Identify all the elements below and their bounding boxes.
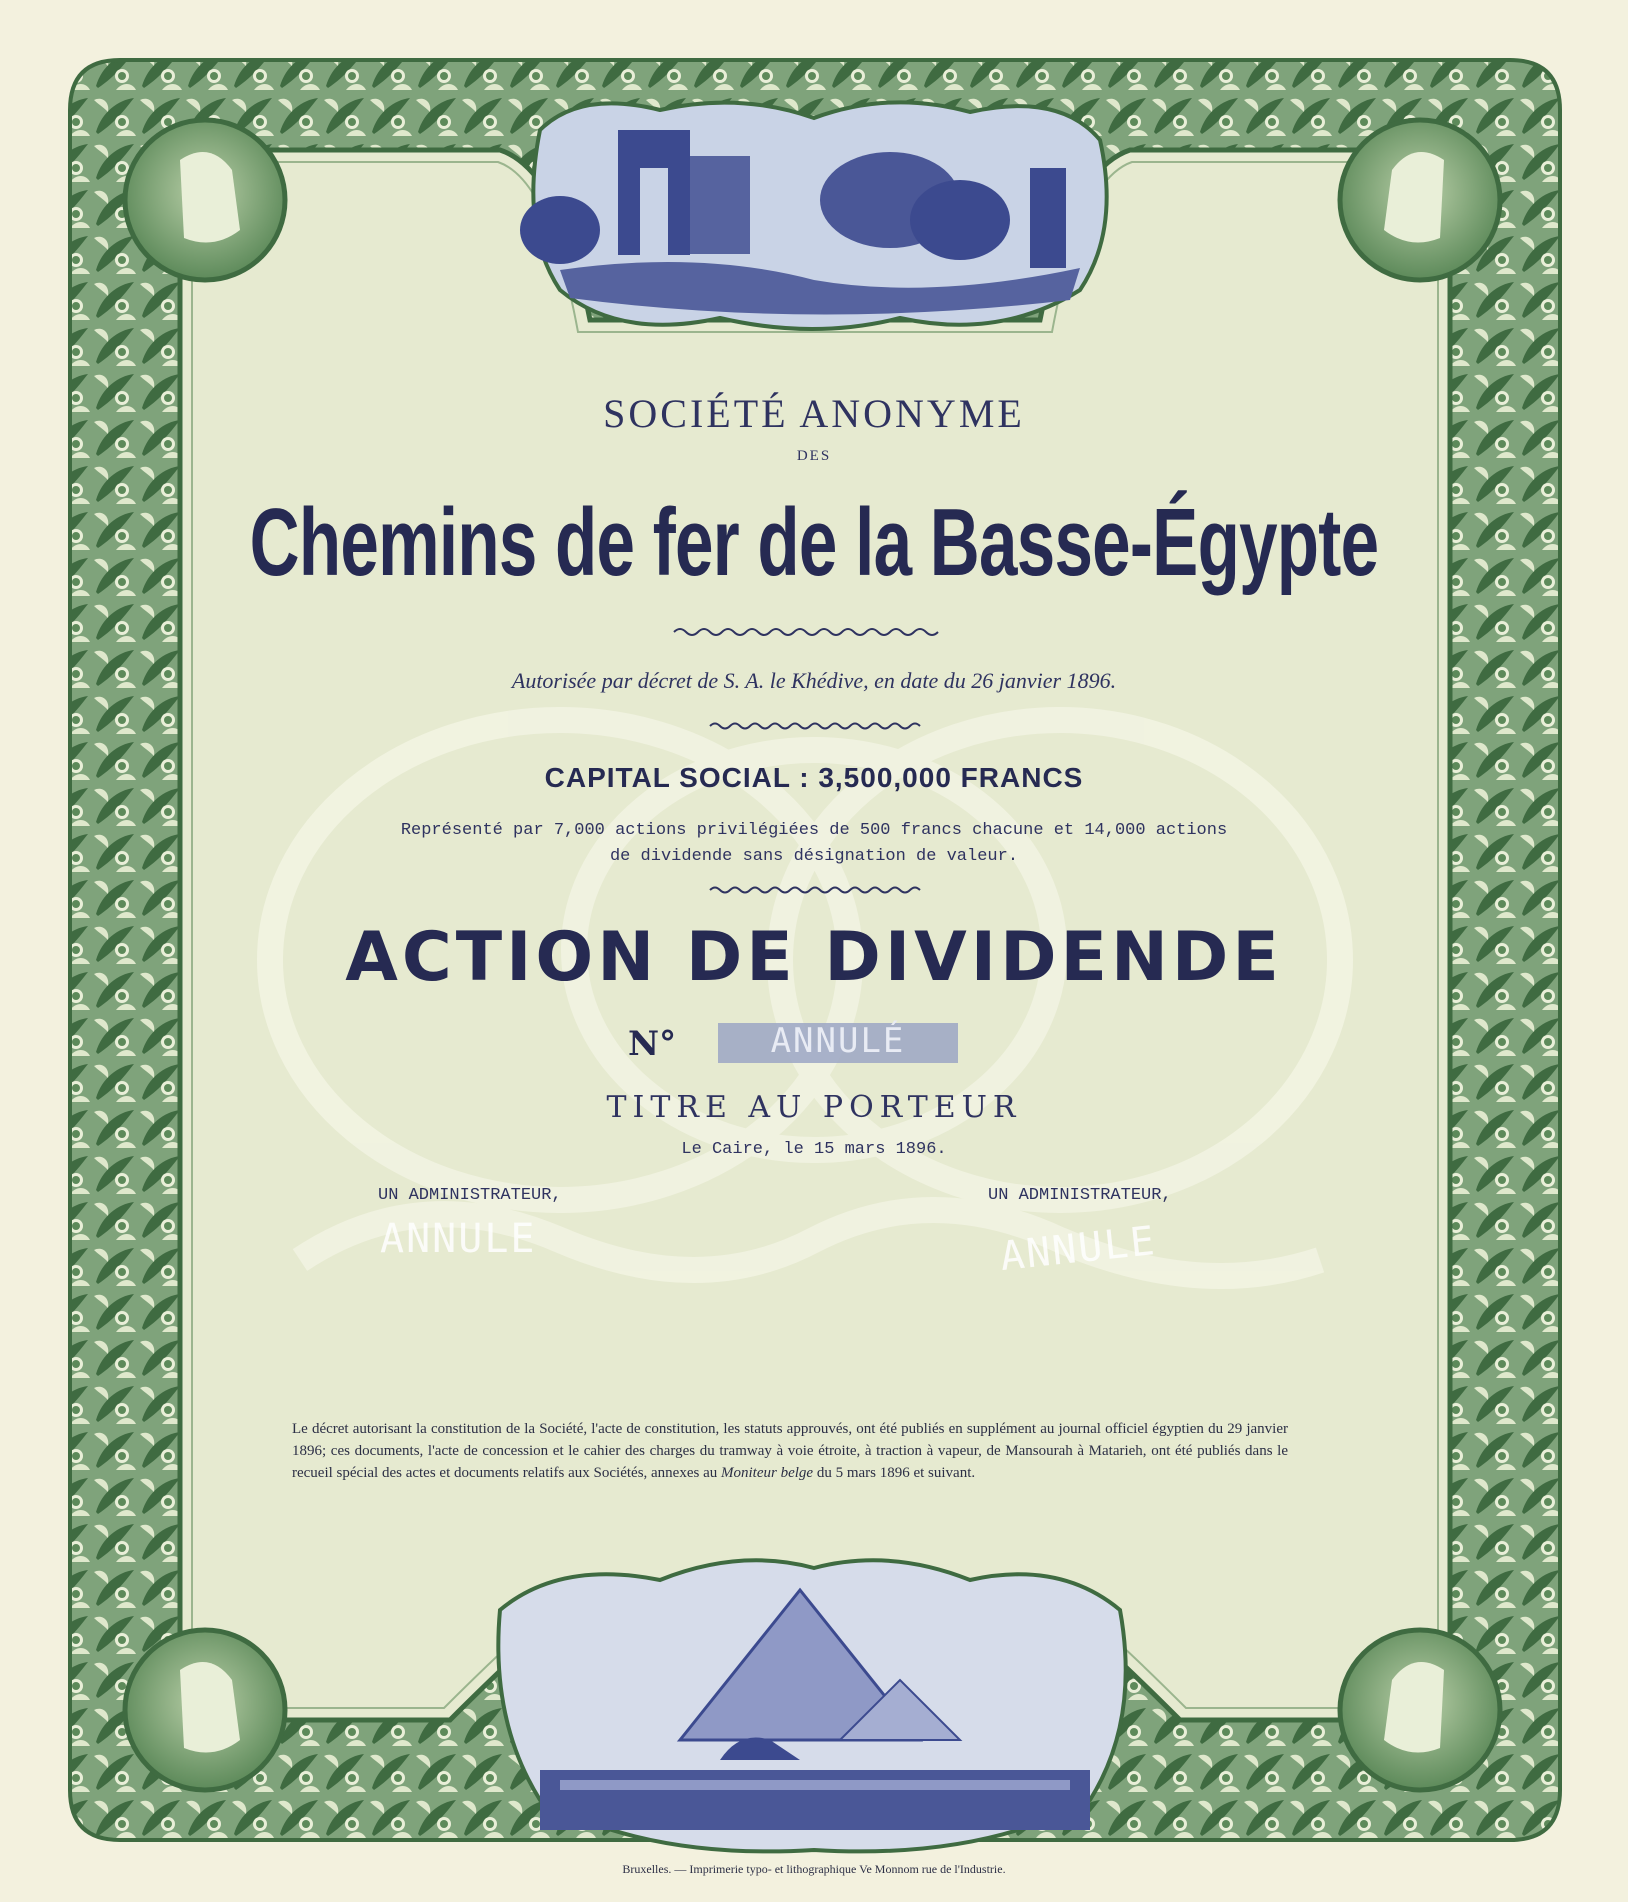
numero-cancel-stamp: ANNULÉ (770, 1021, 906, 1061)
top-vignette (520, 102, 1107, 329)
legal-footnote-text: Le décret autorisant la constitution de la Société, l'acte de constitution, les statuts approuvés, ont été publiés en supplément au journal officiel égyptien du 29 janvier 1896; ces documents, l'acte de concession et le cahier des charges du tramway à voie étroite, à traction à vapeur, de Mansourah à Matarieh, ont été publiés dans le recueil spécial des actes et documents relatifs aux Sociétés, annexes au (292, 1421, 1288, 1481)
pharaoh-medallion-bottom-right (1340, 1630, 1500, 1790)
heading-des: DES (796, 448, 832, 464)
company-name: Chemins de fer de la Basse-Égypte (249, 489, 1379, 596)
legal-footnote (292, 1418, 1288, 1484)
bottom-vignette (498, 1560, 1125, 1851)
printer-imprint: Bruxelles. — Imprimerie typo- et lithographique Ve Monnom rue de l'Industrie. (622, 1862, 1006, 1876)
heading-societe-anonyme: SOCIÉTÉ ANONYME (603, 391, 1025, 436)
pharaoh-medallion-top-left (125, 120, 285, 280)
pharaoh-medallion-bottom-left (125, 1630, 285, 1790)
cancel-stamp-right: ANNULE (998, 1217, 1159, 1281)
numero-label: N° (628, 1024, 677, 1064)
legal-footnote-moniteur: Moniteur belge (721, 1465, 814, 1481)
authorisation-decree: Autorisée par décret de S. A. le Khédive, en date du 26 janvier 1896. (511, 668, 1117, 693)
pharaoh-medallion-top-right (1340, 120, 1500, 280)
capital-social: CAPITAL SOCIAL : 3,500,000 FRANCS (544, 762, 1084, 793)
titre-au-porteur: TITRE AU PORTEUR (606, 1090, 1022, 1125)
administrator-right-label: UN ADMINISTRATEUR, (988, 1186, 1172, 1205)
share-type-title: ACTION DE DIVIDENDE (345, 918, 1283, 997)
issue-date: Le Caire, le 15 mars 1896. (681, 1140, 947, 1159)
cancel-stamp-left: ANNULE (380, 1216, 537, 1262)
capital-representation-line-1: Représenté par 7,000 actions privilégiées de 500 francs chacune et 14,000 actions (400, 821, 1228, 840)
capital-representation-line-2: de dividende sans désignation de valeur. (609, 847, 1019, 866)
capital-representation (0, 818, 1628, 870)
legal-footnote-end: du 5 mars 1896 et suivant. (813, 1465, 976, 1481)
administrator-left-label: UN ADMINISTRATEUR, (378, 1186, 562, 1205)
